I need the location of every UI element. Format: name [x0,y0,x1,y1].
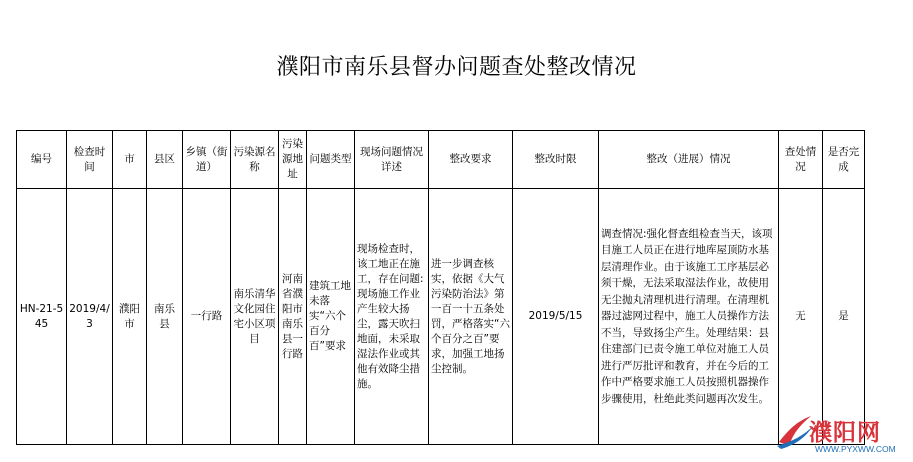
cell-problem-type: 建筑工地未落实“六个百分百”要求 [307,189,355,445]
header-cell: 市 [113,131,147,189]
rectification-table [16,130,865,445]
cell-county: 南乐县 [147,189,183,445]
header-cell: 整改要求 [429,131,513,189]
watermark-url: WWW.PYXWW.COM [815,444,896,454]
header-cell: 污染源地址 [279,131,307,189]
cell-source-name: 南乐清华文化园住宅小区项目 [231,189,279,445]
cell-source-address: 河南省濮阳市南乐县一行路 [279,189,307,445]
cell-requirement: 进一步调查核实，依据《大气污染防治法》第一百一十五条处罚，严格落实“六个百分之百”要求，加强工地扬尘控制。 [429,189,513,445]
header-cell: 查处情况 [779,131,823,189]
cell-completed: 是 [823,189,865,445]
header-cell: 污染源名称 [231,131,279,189]
header-row [17,131,865,189]
cell-progress: 调查情况:强化督查组检查当天，该项目施工人员正在进行地库屋顶防水基层清理作业。由于该施工工序基层必须干燥，无法采取湿法作业，故使用无尘抛丸清理机进行清理。在清理机器过滤网过程中，施工人员操作方法不当，导致扬尘产生。处理结果：县住建部门已责令施工单位对施工人员进行严厉批评和教育，并在今后的工作中严格要求施工人员按照机器操作步骤使用，杜绝此类问题再次发生。 [599,189,779,445]
cell-id: HN-21-545 [17,189,67,445]
header-cell: 县区 [147,131,183,189]
cell-check-date: 2019/4/3 [67,189,113,445]
header-cell: 整改时限 [513,131,599,189]
table-row [17,189,865,445]
cell-deadline: 2019/5/15 [513,189,599,445]
header-cell: 问题类型 [307,131,355,189]
cell-details: 现场检查时，该工地正在施工，存在问题:现场施工作业产生较大扬尘，露天吹扫地面，未采取湿法作业或其他有效降尘措施。 [355,189,429,445]
header-cell: 整改（进展）情况 [599,131,779,189]
header-cell: 乡镇（街道） [183,131,231,189]
cell-town: 一行路 [183,189,231,445]
watermark-name: 濮阳网 [809,419,881,446]
cell-handling: 无 [779,189,823,445]
header-cell: 是否完成 [823,131,865,189]
header-cell: 检查时间 [67,131,113,189]
cell-city: 濮阳市 [113,189,147,445]
header-cell: 编号 [17,131,67,189]
document-title: 濮阳市南乐县督办问题查处整改情况 [276,55,637,80]
header-cell: 现场问题情况详述 [355,131,429,189]
site-watermark [775,410,907,458]
